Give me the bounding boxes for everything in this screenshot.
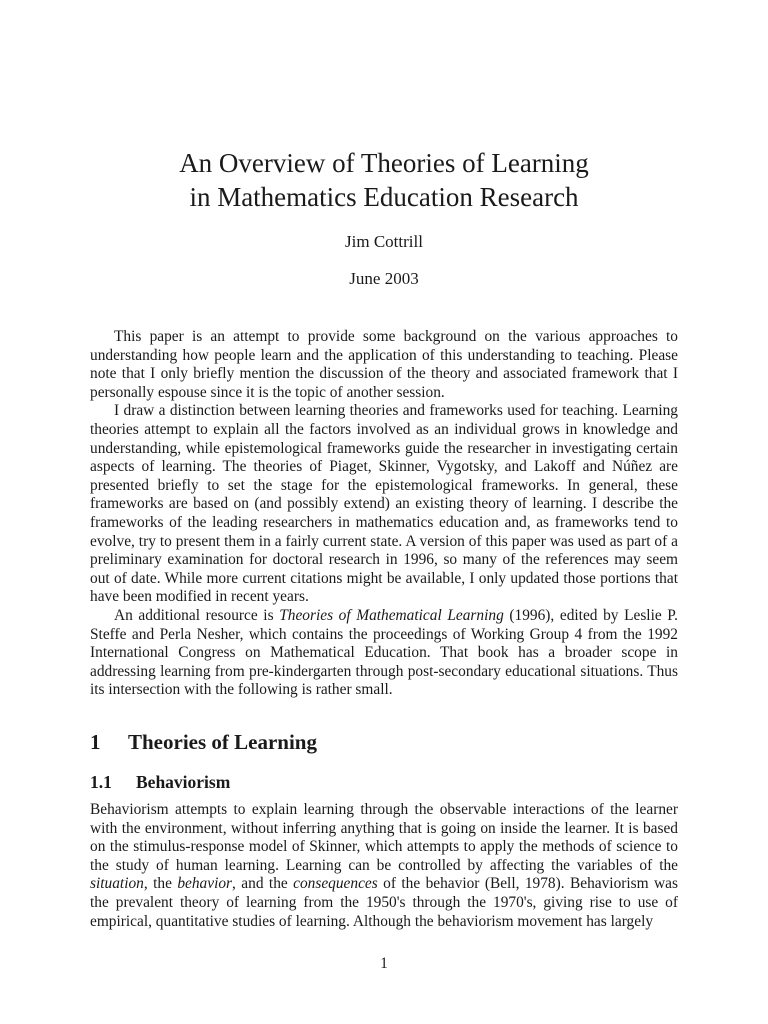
subsection-title: Behaviorism — [136, 772, 231, 792]
body-paragraph — [90, 801, 678, 931]
paper-author: Jim Cottrill — [345, 232, 423, 251]
subsection-number: 1.1 — [90, 772, 112, 792]
body-italic-situation: situation — [90, 875, 144, 893]
section-body — [90, 801, 678, 931]
paper-title-line-1: An Overview of Theories of Learning — [179, 148, 589, 178]
abstract-paragraph-1: This paper is an attempt to provide some background on the various approaches to understanding how people learn and the application of this understanding to teaching. Please note that I only briefly mention the discussion of the theory and associated framework that I personally espouse since it is the topic of another session. — [90, 328, 678, 401]
section-title: Theories of Learning — [128, 730, 317, 754]
body-italic-consequences: consequences — [293, 875, 378, 893]
section-number: 1 — [90, 730, 101, 754]
paper-date: June 2003 — [349, 269, 419, 288]
section-heading — [90, 729, 317, 755]
body-text-1: Behaviorism attempts to explain learning through the observable interactions of the learner with the environment, without inferring anything that is going on inside the learner. It is based on the stimulus-response model of Skinner, which attempts to apply the methods of science to the study of human learning. Learning can be controlled by affecting the variables of the — [90, 801, 678, 874]
abstract-p3-book-title: Theories of Mathematical Learning — [279, 606, 504, 624]
abstract-paragraph-3 — [90, 607, 678, 700]
abstract — [90, 328, 678, 700]
body-text-4: of the behavior (Bell, 1978). Behaviorism was the prevalent theory of learning from the 1950's through the 1970's, giving rise to use of empirical, quantitative studies of learning. Although the behaviorism movement has largely — [90, 875, 678, 930]
paper-title — [0, 146, 768, 214]
subsection-heading — [90, 771, 230, 793]
abstract-paragraph-2: I draw a distinction between learning theories and frameworks used for teaching. Learning theories attempt to explain all the factors involved as an individual grows in knowledge and understanding, while epistemological frameworks guide the researcher in investigating certain aspects of learning. The theories of Piaget, Skinner, Vygotsky, and Lakoff and Núñez are presented briefly to set the stage for the epistemological frameworks. In general, these frameworks are based on (and possibly extend) an existing theory of learning. I describe the frameworks of the leading researchers in mathematics education and, as frameworks tend to evolve, try to present them in a fairly current state. A version of this paper was used as part of a preliminary examination for doctoral research in 1996, so many of the references may seem out of date. While more current citations might be available, I only updated those portions that have been modified in recent years. — [90, 402, 678, 606]
abstract-p3-text-after: (1996), edited by Leslie P. Steffe and Perla Nesher, which contains the proceedings of Working Group 4 from the 1992 International Congress on Mathematical Education. That book has a broader scope in addressing learning from pre-kindergarten through post-secondary educational situations. Thus its intersection with the following is rather small. — [90, 606, 679, 699]
body-text-2: , the — [143, 875, 178, 893]
page-number: 1 — [380, 955, 388, 972]
abstract-p3-text-before: An additional resource is — [114, 606, 280, 624]
body-text-3: , and the — [232, 875, 294, 893]
body-italic-behavior: behavior — [177, 875, 233, 893]
paper-title-line-2: in Mathematics Education Research — [189, 182, 579, 212]
